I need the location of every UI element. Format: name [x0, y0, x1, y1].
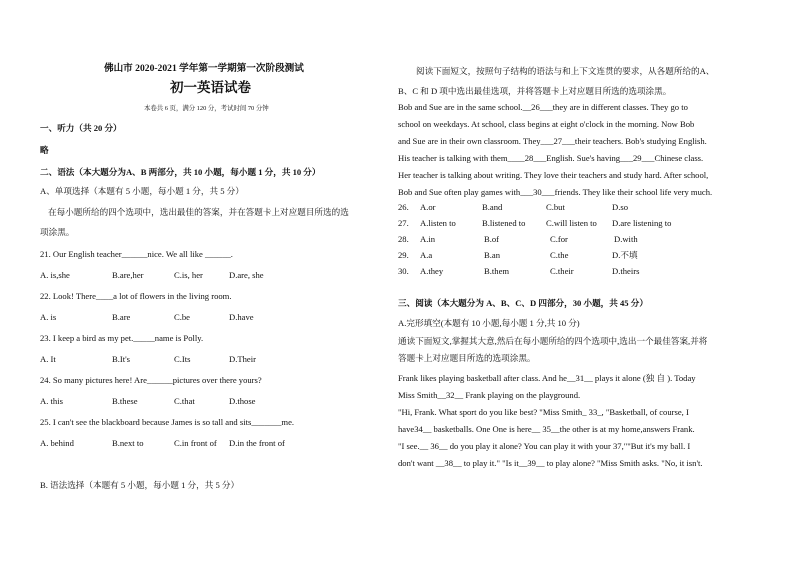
cloze-heading: A.完形填空(本题有 10 小题,每小题 1 分,共 10 分) [398, 318, 580, 328]
option: B.are [112, 312, 131, 322]
option: B.next to [112, 438, 144, 448]
passage-line: His teacher is talking with them____28___English. Sue's having___29___Chinese class. [398, 153, 704, 163]
choice-number: 28. [398, 234, 409, 244]
option: A.in [420, 234, 436, 244]
option: D.so [612, 202, 628, 212]
grammar-heading: 二、语法（本大题分为A、B 两部分，共 10 小题，每小题 1 分，共 10 分） [40, 167, 321, 177]
grammar-choice-intro-line-2: B、C 和 D 项中选出最佳选项，并将答题卡上对应题目所选的选项涂黑。 [398, 86, 672, 96]
cloze-instruction-line-2: 答题卡上对应题目所选的选项涂黑。 [398, 353, 536, 363]
cloze-passage-line: have34__ basketballs. One One is here__ 35__the other is at my home,answers Frank. [398, 424, 695, 434]
question-stem: 21. Our English teacher______nice. We all like ______. [40, 249, 233, 259]
exam-title: 佛山市 2020-2021 学年第一学期第一次阶段测试 [104, 63, 304, 74]
option: B.It's [112, 354, 131, 364]
option: B.of [484, 234, 500, 244]
part-a-heading: A、单项选择（本题有 5 小题，每小题 1 分，共 5 分） [40, 186, 244, 196]
question-stem: 25. I can't see the blackboard because James is so tall and sits_______me. [40, 417, 295, 427]
exam-note: 本卷共 6 页，满分 120 分，考试时间 70 分钟 [144, 105, 269, 112]
option: C.their [550, 266, 574, 276]
reading-heading: 三、阅读（本大题分为 A、B、C、D 四部分，30 小题，共 45 分） [398, 298, 648, 308]
option: A. is [40, 312, 57, 322]
cloze-passage-line: don't want __38__ to play it." "Is it__39__ to play alone? "Miss Smith asks. "No, it isn't. [398, 458, 703, 468]
option: A. is,she [40, 270, 70, 280]
option: D.those [229, 396, 256, 406]
option: A.they [420, 266, 444, 276]
passage-line: Bob and Sue are in the same school.__26___they are in different classes. They go to [398, 102, 688, 112]
subject-title: 初一英语试卷 [170, 80, 251, 95]
listening-heading: 一、听力（共 20 分） [40, 123, 122, 133]
choice-number: 29. [398, 250, 409, 260]
cloze-passage-line: "Hi, Frank. What sport do you like best? "Miss Smith_ 33_, "Basketball, of course, I [398, 407, 689, 417]
option: D.in the front of [229, 438, 285, 448]
option: C.for [550, 234, 568, 244]
option: C.the [550, 250, 569, 260]
option: C.but [546, 202, 565, 212]
option: D.不填 [612, 250, 638, 260]
choice-number: 27. [398, 218, 409, 228]
option: C.will listen to [546, 218, 597, 228]
option: A.listen to [420, 218, 456, 228]
grammar-choice-intro-line-1: 阅读下面短文，按照句子结构的语法与和上下文连贯的要求，从各题所给的A、 [416, 66, 715, 76]
passage-line: and Sue are in their own classroom. They___27___their teachers. Bob's studying English. [398, 136, 707, 146]
part-a-instruction-line-2: 项涂黑。 [40, 227, 75, 237]
option: D.with [614, 234, 638, 244]
cloze-passage-line: Miss Smith__32__ Frank playing on the playground. [398, 390, 581, 400]
passage-line: Bob and Sue often play games with___30___friends. They like their school life very much. [398, 187, 713, 197]
part-a-instruction-line-1: 在每小题所给的四个选项中，选出最佳的答案，并在答题卡上对应题目所选的选 [48, 207, 349, 217]
question-stem: 24. So many pictures here! Are______pictures over there yours? [40, 375, 262, 385]
option: A. behind [40, 438, 74, 448]
option: B.an [484, 250, 500, 260]
option: C.in front of [174, 438, 217, 448]
option: B.listened to [482, 218, 526, 228]
option: D.have [229, 312, 254, 322]
option: B.these [112, 396, 138, 406]
option: D.are, she [229, 270, 264, 280]
option: D.theirs [612, 266, 640, 276]
option: B.and [482, 202, 503, 212]
option: A. this [40, 396, 63, 406]
option: C.is, her [174, 270, 203, 280]
listening-omitted: 略 [40, 145, 49, 155]
option: A.or [420, 202, 436, 212]
option: A.a [420, 250, 433, 260]
question-stem: 22. Look! There____a lot of flowers in the living room. [40, 291, 232, 301]
part-b-heading: B. 语法选择（本题有 5 小题，每小题 1 分，共 5 分） [40, 480, 240, 490]
option: C.be [174, 312, 190, 322]
option: C.that [174, 396, 195, 406]
passage-line: school on weekdays. At school, class begins at eight o'clock in the morning. Now Bob [398, 119, 695, 129]
option: C.Its [174, 354, 191, 364]
choice-number: 30. [398, 266, 409, 276]
cloze-passage-line: Frank likes playing basketball after class. And he__31__ plays it alone (独 自 ). Today [398, 373, 696, 383]
option: B.are,her [112, 270, 144, 280]
cloze-passage-line: "I see.__ 36__ do you play it alone? You can play it with your 37,""But it's my ball. I [398, 441, 691, 451]
option: D.Their [229, 354, 256, 364]
cloze-instruction-line-1: 通读下面短文,掌握其大意,然后在每小题所给的四个选项中,选出一个最佳答案,并将 [398, 336, 708, 346]
option: A. It [40, 354, 56, 364]
question-stem: 23. I keep a bird as my pet._____name is Polly. [40, 333, 204, 343]
option: D.are listening to [612, 218, 672, 228]
choice-number: 26. [398, 202, 409, 212]
passage-line: Her teacher is talking about writing. They love their teachers and study hard. After school, [398, 170, 709, 180]
option: B.them [484, 266, 510, 276]
